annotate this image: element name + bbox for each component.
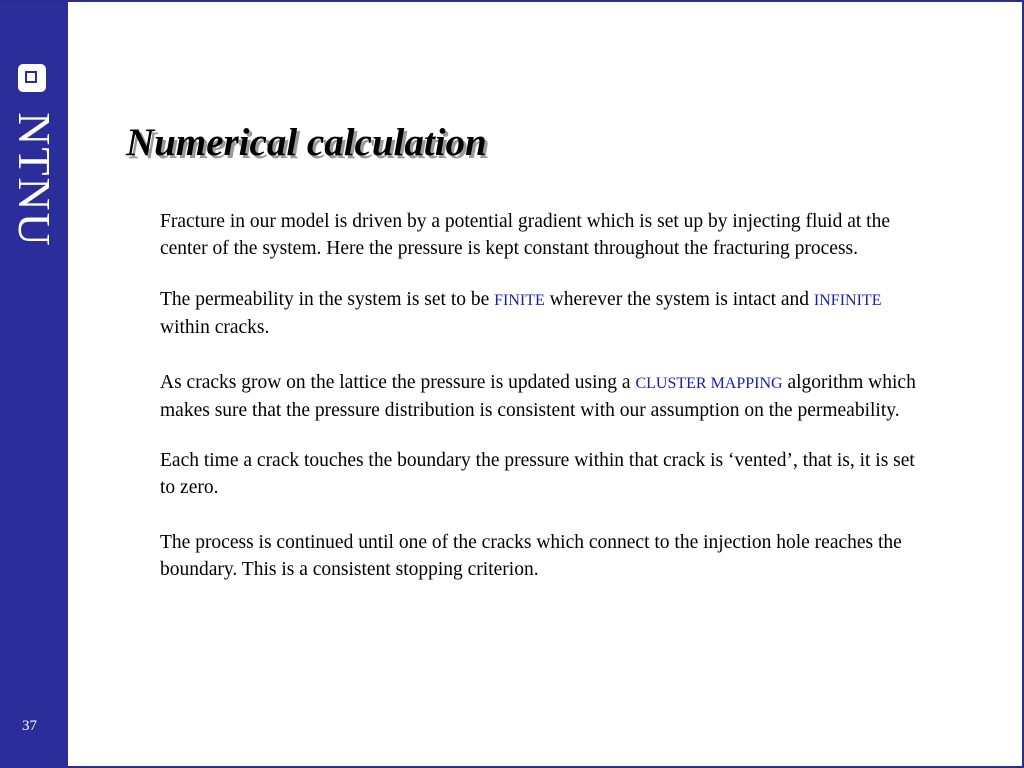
keyword-finite: FINITE (494, 292, 545, 309)
paragraph-3-text-a: As cracks grow on the lattice the pressure is updated using a (160, 372, 636, 393)
paragraph-3 (160, 369, 930, 424)
keyword-infinite: INFINITE (813, 292, 882, 309)
paragraph-2 (160, 286, 930, 341)
paragraph-1: Fracture in our model is driven by a potential gradient which is set up by injecting fluid at the center of the system. Here the pressure is kept constant throughout the fracturing process. (160, 211, 890, 259)
sidebar (0, 2, 68, 768)
slide-content (160, 208, 930, 583)
ntnu-logo-icon (18, 64, 46, 92)
logo-text: NTNU (9, 112, 60, 248)
keyword-cluster-mapping: CLUSTER MAPPING (635, 375, 783, 392)
paragraph-3-text-b: algorithm which makes sure that the pressure distribution is consistent with our assumption on the permeability. (160, 372, 916, 421)
paragraph-5: The process is continued until one of the cracks which connect to the injection hole reaches the boundary. This is a consistent stopping criterion. (160, 532, 902, 580)
paragraph-2-text-b: wherever the system is intact and (544, 289, 814, 310)
slide-title: Numerical calculation (126, 121, 487, 164)
paragraph-2-text-c: within cracks. (160, 317, 270, 338)
paragraph-2-text-a: The permeability in the system is set to be (160, 289, 495, 310)
paragraph-4: Each time a crack touches the boundary the pressure within that crack is ‘vented’, that is, it is set to zero. (160, 450, 915, 498)
page-number: 37 (22, 718, 37, 734)
